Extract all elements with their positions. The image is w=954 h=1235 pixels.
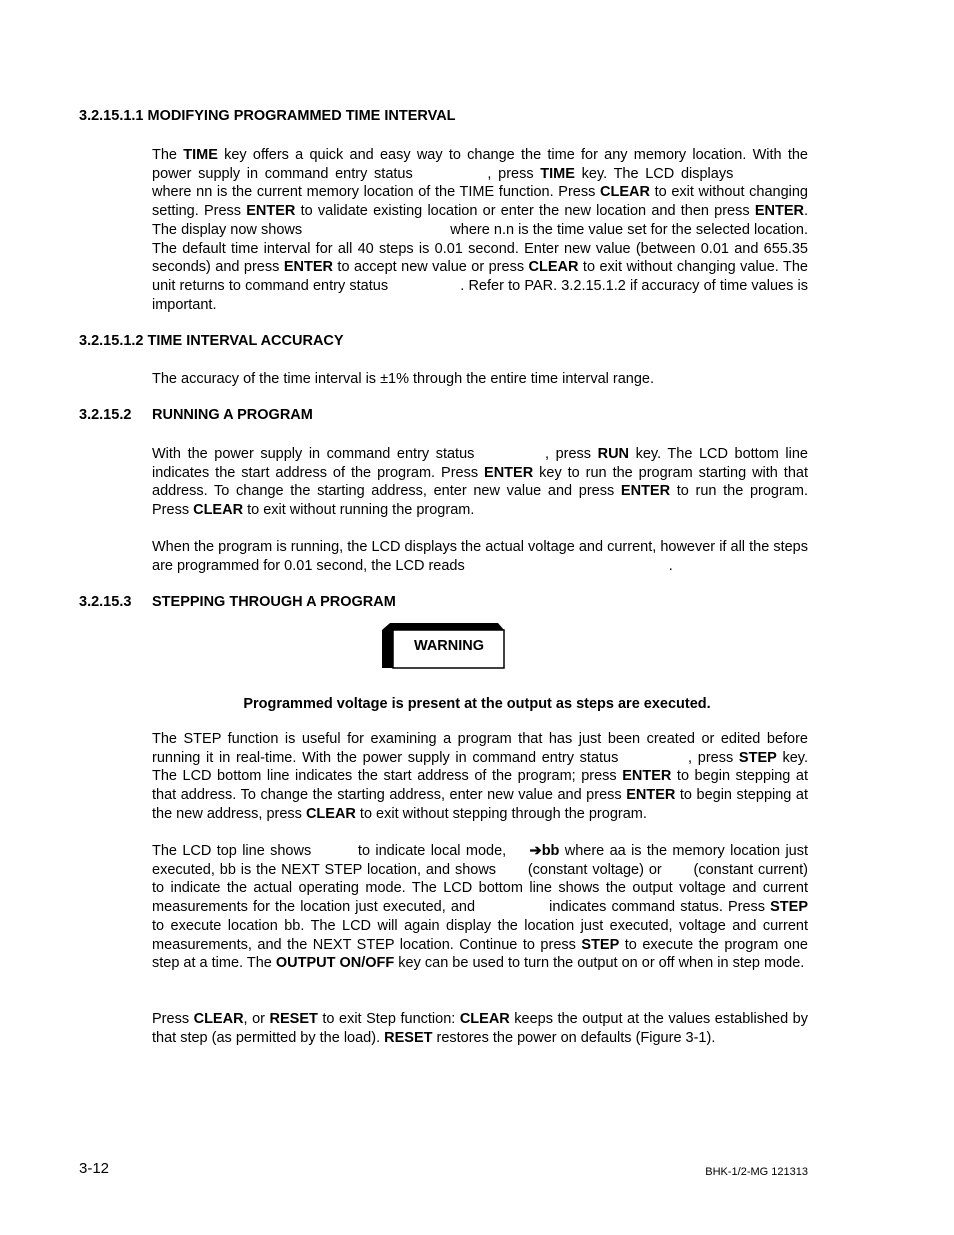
section-heading-3-2-15-1-1: 3.2.15.1.1 MODIFYING PROGRAMMED TIME INTERVAL [79, 108, 456, 124]
warning-text: Programmed voltage is present at the output as steps are executed. [243, 696, 711, 712]
page-number: 3-12 [79, 1160, 110, 1177]
paragraph-accuracy: The accuracy of the time interval is ±1% through the entire time interval range. [152, 371, 655, 387]
paragraph-lcd-top-line: The LCD top line shows to indicate local mode, ➔bb where aa is the memory location just executed, bb is the NEXT STEP location, and shows (constant voltage) or (constant current) to indicate the actual operating mode. The LCD bottom line shows the output voltage and current measurements for the location just executed, and indicates command status. Press STEP to execute location bb. The LCD will again display the location just executed, voltage and current measurements, and the NEXT STEP location. Continue to press STEP to execute the program one step at a time. The OUTPUT ON/OFF key can be used to turn the output on or off when in step mode. [152, 843, 809, 972]
warning-label: WARNING [413, 638, 485, 654]
section-heading-3-2-15-1-2: 3.2.15.1.2 TIME INTERVAL ACCURACY [79, 333, 344, 349]
paragraph-running-program: With the power supply in command entry status , press RUN key. The LCD bottom line indicates the start address of the program. Press ENTER key to run the program starting with that address. To change the starting address, enter new value and press ENTER to run the program. Press CLEAR to exit without running the program. [152, 446, 808, 519]
paragraph-step-function: The STEP function is useful for examining a program that has just been created or edited before running it in real-time. With the power supply in command entry status , press STEP key. The LCD bottom line indicates the start address of the program; press ENTER to begin stepping at that address. To change the starting address, enter new value and press ENTER to begin stepping at the new address, press CLEAR to exit without stepping through the program. [152, 731, 809, 822]
paragraph-exit-step: Press CLEAR, or RESET to exit Step function: CLEAR keeps the output at the values established by that step (as permitted by the load). RESET restores the power on defaults (Figure 3-1). [152, 1011, 808, 1046]
section-heading-3-2-15-2: 3.2.15.2 RUNNING A PROGRAM [79, 407, 313, 423]
document-id: BHK-1/2-MG 121313 [705, 1166, 808, 1178]
warning-box [381, 622, 505, 669]
section-heading-3-2-15-3: 3.2.15.3 STEPPING THROUGH A PROGRAM [79, 594, 396, 610]
paragraph-modifying-time: The TIME key offers a quick and easy way to change the time for any memory location. With the power supply in command entry status , press TIME key. The LCD displays where nn is the current memory location of the TIME function. Press CLEAR to exit without changing setting. Press ENTER to validate existing location or enter the new location and then press ENTER. The display now shows where n.n is the time value set for the selected location. The default time interval for all 40 steps is 0.01 second. Enter new value (between 0.01 and 655.35 seconds) and press ENTER to accept new value or press CLEAR to exit without changing value. The unit returns to command entry status . Refer to PAR. 3.2.15.1.2 if accuracy of time values is important. [152, 147, 809, 313]
paragraph-program-running: When the program is running, the LCD displays the actual voltage and current, however if all the steps are programmed for 0.01 second, the LCD reads . [152, 539, 808, 574]
arrow-icon: ➔ [529, 843, 542, 859]
